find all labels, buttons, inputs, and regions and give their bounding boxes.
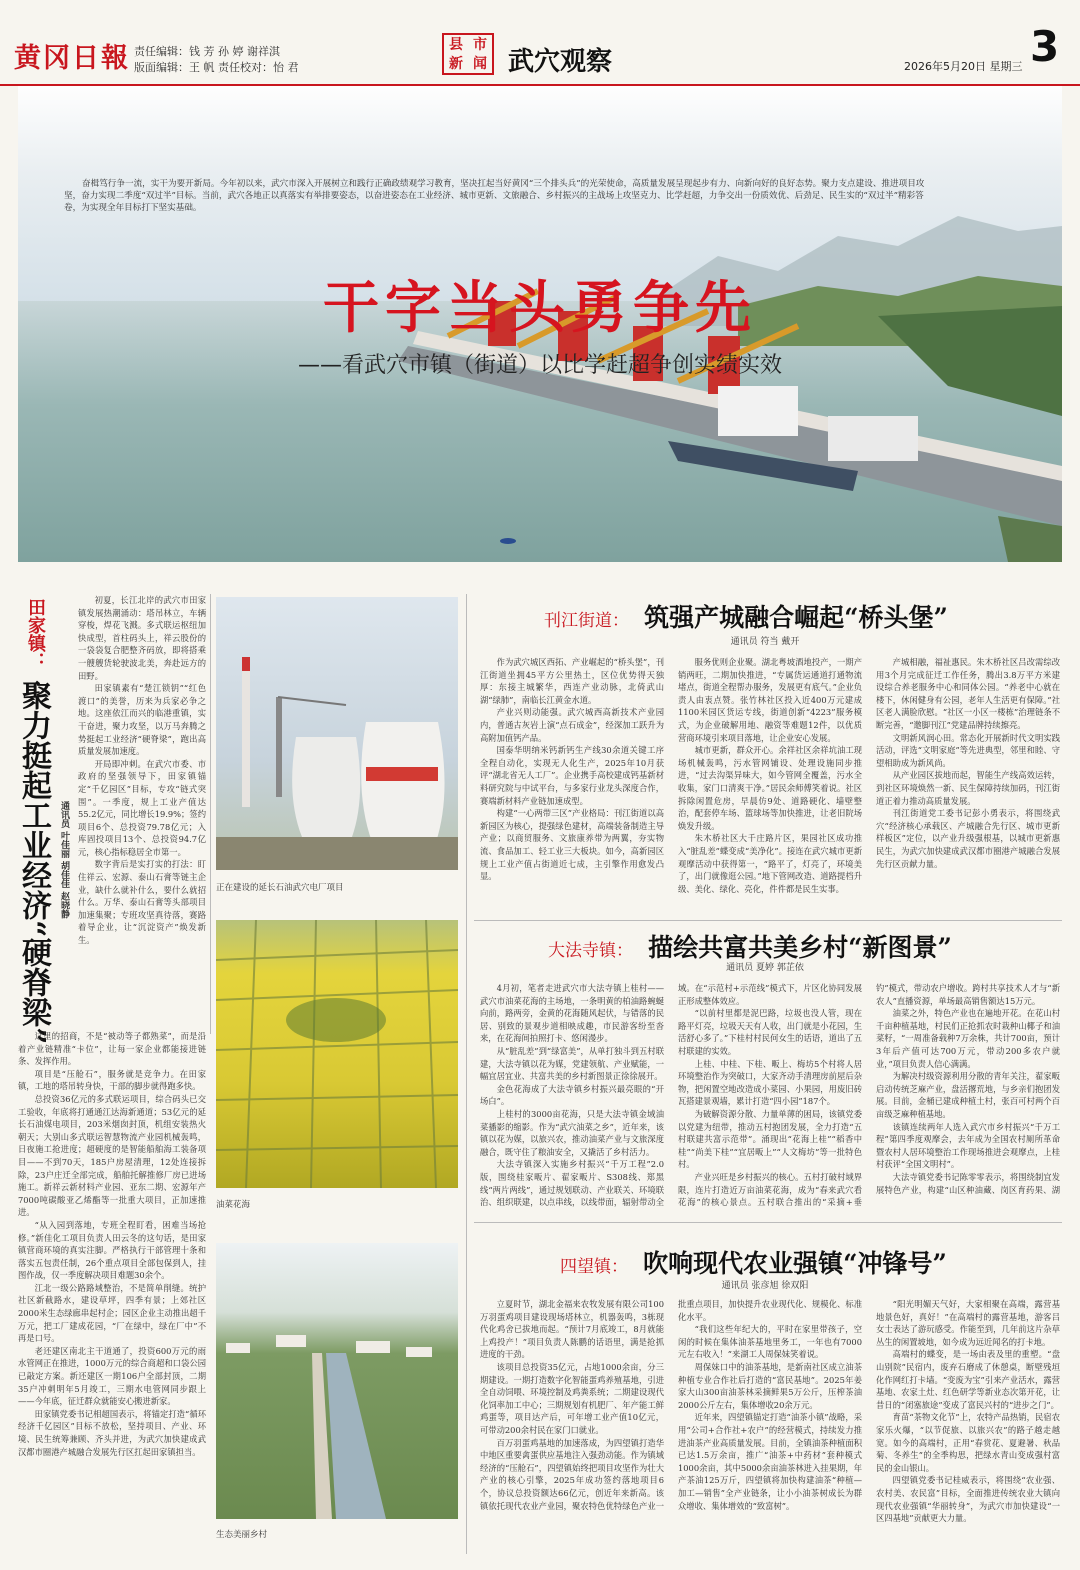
article2-byline: 通讯员 夏婷 郭芷依 [726,963,804,973]
tianjia-byline: 通讯员 叶佳丽 胡佳佳 赵晓静 [59,801,69,919]
newspaper-logo: 黄冈日報 [14,43,130,74]
hero-subhead: ——看武穴市镇（街道）以比学赶超争创实绩实效 [297,353,782,378]
tianjia-label: 田家镇： [25,598,46,670]
tianjia-text-bottom: 这里的招商，不是“被动等子都熟菜”，而是沿着产业链精准“卡位”，让每一家企业都能接进链条、发挥作用。 项目是“压舱石”，服务就是竞争力。在田家镇，工地的塔吊转身快，干部的脚步就得跑多快。 总投资36亿元的多式联运项目，综合码头已交工验收，年底将打通通江达海新通道；53亿元的延长石油煤电项目，203米烟囱封顶，机组安装热火朝天；大别山多式联运智慧物流产业园机械轰鸣，日夜施工抢进度；超硬度的是智能船舶海工装备项目——不到70天，185户房屋清理，12处连接拆除，23户庄迁全部完成，船舶托解推修厂房已进场施工。新祥云新材料产业园、亚东二期、宏源年产7000吨碳酸亚乙烯酯等一批重大项目，正加速推进。 “从入园到落地，专班全程盯看，困难当场抢修。”新佳化工项目负责人田云冬的这句话，是田家镇营商环境的真实注脚。严格执行干部管理十条和落实五包责任制，26个重点项目全部包保到人，挂图作战，仅一季度解决项目难题30余个。 江北一级公路路域整治，不是简单削缝。统护社区新截路水，建设草坪，四季有景；上郊社区2000米生态绿廊串起村企；园区企业主动推出超千万元，把工厂建成花园，“厂在绿中，绿在厂中”不再是口号。 老还建区南北主干道通了，投资600万元的雨水管网正在推进，1000万元的综合商超和口袋公园已敲定方案。新还建区一期106户全部封顶，二期35户冲刺明年5月竣工，三期水电管网同步跟上——今年底，征迁群众就能安心搬进新家。 田家镇党委书记相超国表示，将锚定打造“循环经济千亿园区”目标不放松，坚持项目、产业、环境、民生统筹兼顾、齐头并进，为武穴加快建成武汉都市圈港产城融合发展先行区扛起田家镇担当。 [18,1031,206,1457]
hero-headline: 干字当头勇争先 [323,276,757,341]
editor-line-2: 版面编辑：王 帆 责任校对：怡 君 [134,61,299,74]
editor-line-1: 责任编辑：钱 芳 孙 婷 谢祥淇 [134,45,280,58]
rapeseed-field-photo [216,920,458,1188]
tianjia-title: 聚力挺起工业经济“硬脊梁” [16,680,51,1045]
hero-intro: 奋楫笃行争一流，实干为要开新局。今年初以来，武穴市深入开展树立和践行正确政绩观学习教育，坚决扛起当好黄冈“三个排头兵”的光荣使命，高质量发展呈现起步有力、向新向好的良好态势。聚力支点建设、推进项目攻坚，奋力实现二季度“双过半”目标。当前，武穴各地正以真落实有举排要姿态，以奋进姿态在工业经济、城市更新、文旅融合、乡村振兴的主战场上攻坚克力、比学赶超，力争交出一份质效优、后劲足、民生实的“双过半”精彩答卷，为实现全年目标打下坚实基础。 [64,179,925,213]
issue-date: 2026年5月20日 星期三 [904,60,1023,73]
article1-text: 作为武穴城区西拓、产业崛起的“桥头堡”，刊江街道坐拥45平方公里热土，区位优势得天独厚：东接主城繁华，西连产业动脉，北倚武山湖“绿肺”，南临长江黄金水道。 产业兴则动能强。武穴城西高新技术产业园内，普通古灰岩上演“点石成金”，经深加工跃升为高附加值钙产品。 国泰华明纳米钙新钙生产线30余道关键工序全程自动化，实现无人化生产，2025年10月获评“湖北省无人工厂”。企业携手高校建成钙基新材料研究院与中试平台，与多家行业龙头深度合作，赛端新材料产业链加速成型。 构建“一心两带三区”产业格局：刊江街道以高新园区为核心，提强绿色建材，高端装备制造主导产业；以商贸服务、文旅康养带为两翼，夯实物流、食品加工、轻工业三大板块。如今，高新园区规上工业产值占街道近七成，主引擎作用愈发凸显。 服务优则企业聚。湖北粤坡酒地投产，一期产销两旺，二期加快推进，“专属货运通道打通物流堵点，街道全程帮办服务，发展更有底气。”企业负责人由衷点赞。张竹林社区投入近400万元建成1100米园区货运专线，街道创新“4223”服务模式，为企业破解用地、融资等难题12件，以优质营商环境引来项目落地，让企业安心发展。 城市更新，群众开心。余祥社区余祥坑油工现场机械轰鸣，污水管网铺设、处理设施同步推进，“过去沟渠异味大，如今管网全覆盖，污水全收集，家门口清爽干净。”居民余师傅笑着说。社区拆除闲置危房，早晨仿9处、道路硬化、墙壁整治，配套停车场、篮球场等加快推进，让老旧院场焕发升级。 朱木桥社区大千庄路片区，果园社区成功推入“脏乱差”蝶变成“美净化”。接连在武穴城市更新观摩活动中获得第一，“路平了，灯亮了，环境美了，出门就像逛公园。”地下管网改造、道路提档升级、美化、绿化、亮化，件件都是民生实事。 产城相融，福祉惠民。朱木桥社区吕改需综改用3个月完成征迁工作任务，腾出3.8万平方米建设综合养老服务中心和同体公园。“养老中心就在楼下，休闲健身有公园，老年人生活更有保障。”社区老人满脸欣慰。“社区一小区一楼栋”治理链条不断完善，“邀脚刊江”党建品牌持续擦亮。 文明新风润心田。常态化开展新时代文明实践活动，评选“文明家庭”等先进典型，邻里和睦、守望相助成为新风尚。 从产业园区拔地而起，智能生产线高效运转，到社区环境焕然一新、民生保障持续加码，刊江街道正着力推动高质量发展。 刊江街道党工委书记彭小勇表示，将围绕武穴“经济核心承载区、产城融合先行区、城市更新样板区”定位，以产业升级强根基，以城市更新惠民生，为武穴加快建成武汉都市圈港产城融合发展先行区贡献力量。 [480,657,1060,894]
article2-text: 4月初，笔者走进武穴市大法寺镇上桂村——武穴市油菜花海的主场地，一条明黄的柏油路蜿蜒向前，路两旁，金黄的花海随风起伏，与错落的民居、别致的景观步道相映成趣，市民游客纷至沓来，在花海间拍照打卡、悠闲漫步。 从“脏乱差”到“绿富美”，从单打独斗到五村联建，大法寺镇以花为媒，党建领航、产业赋能，一幅宜居宜业、共富共美的乡村新图景正徐徐展开。 金色花海成了大法寺镇乡村振兴最亮眼的“开场白”。 上桂村的3000亩花海，只是大法寺镇金域油菜播影的缩影。作为“武穴油菜之乡”，近年来，该镇以花为媒，以旅兴农，推动油菜产业与文旅深度融合，既守住了粮油安全，又撬活了乡村活力。 大法寺镇深入实施乡村振兴“千万工程”2.0版，围绕桂家畈片、翟家畈片、S308线、郑黑线“两片两线”，通过规划联动、产业联关、环境联治、组织联建，以点串线，以线带面，辐射带动全域。在“示范村+示范线”模式下，片区化协同发展正形成整体效应。 “以前村里都是泥巴路，垃圾也没人管，现在路平灯亮，垃圾天天有人收，出门就是小花园，生活舒心多了。”下桂村村民何女生的话语，道出了五村联建的实效。 上桂、中桂、下桂、畈上、梅坊5个村将人居环境整治作为突破口，大家齐动手清理房前屋后杂物，把闲置空地改造成小菜园、小果园，用废旧砖瓦搭建景观墙，累计打造“四小园”187个。 为破解资源分散、力量单薄的困局，该镇党委以党建为纽带，推动五村抱团发展，全力打造“五村联建共富示范带”。涌现出“花海上桂”“稻香中桂”“尚美下桂”“宜居畈上”“人文梅坊”等一批特色村。 产业兴旺是乡村振兴的核心。五村打破村域界限，连片打造近万亩油菜花海，成为“春来武穴看花海”的核心景点。五村联合推出的“采摘+垂钓”模式，带动农户增收。跨村共享技术人才与“新农人”直播资源，单场最高销售额达15万元。 油菜之外，特色产业也在遍地开花。在花山村千亩种植基地，村民们正抢抓农时栽种山椰子和油菜籽，“一周准备载种7万余株，共计700亩，预计3年后产值可达700万元，带动200多农户就业，”项目负责人信心满满。 为解决村级资源利用分散的青年关注，翟家畈启动传统芝麻产业，盘活撂荒地，与乡亲们抱团发展。目前，金桶已建成种植土村，张百可村两个百亩级芝麻种植基地。 该镇连续两年人选入武穴市乡村振兴“千万工程”第四季度观摩会，去年成为全国农村厕所革命暨农村人居环境整治工作现场推进会观摩点，上桂村获评“全国文明村”。 大法寺镇党委书记陈零零表示，将围绕制宜发展特色产业，构建“山区种油藏、岗区育药果、湖 [480,983,1060,1208]
article1-label: 刊江街道： [544,611,629,631]
section-title: 武穴观察 [508,47,613,77]
article2-heading [548,928,952,964]
rapeseed-caption: 油菜花海 [216,1200,251,1210]
article3-byline: 通讯员 张彦旭 徐双阳 [721,1281,809,1291]
article3-heading [560,1244,947,1280]
power-plant-caption: 正在建设的延长石油武穴电厂项目 [216,883,344,893]
page-number: 3 [1030,22,1060,71]
power-plant-photo [216,597,458,870]
village-caption: 生态美丽乡村 [216,1530,268,1540]
hero-photo [18,86,1062,562]
article2-label: 大法寺镇： [548,941,633,961]
tianjia-text-top: 初夏，长江北岸的武穴市田家镇发展热潮涌动：塔吊林立，车辆穿梭，焊花飞溅。多式联运枢纽加快成型，首柱码头上，祥云股份的一袋袋复合肥整齐码放，即将搭乘一艘艘货轮驶波北美，奔赴远方的田野。 田家镇素有“楚江锁钥”“红色渡口”的美誉，历来为兵家必争之地。这座依江而兴的临港重镇，实干奋进，聚力攻坚，以万马奔腾之势挺起工业经济“硬脊梁”，跑出高质量发展加速度。 开局即冲刺。在武穴市委、市政府的坚强领导下，田家镇锚定“千亿园区”目标，专攻“链式突围”。一季度，规上工业产值达55.2亿元，同比增长19.9%；签约项目6个、总投资79.78亿元；入库固投项目13个、总投资94.7亿元，核心指标稳居全市第一。 数字背后是实打实的打法：盯住祥云、宏源、泰山石膏等链主企业，缺什么就补什么，要什么就招什么。万华、泰山石膏等头部项目加速集聚；专班攻坚真待落，赛路着导企业，让“沉淀资产”焕发新生。 [78,595,206,946]
article1-byline: 通讯员 符当 戴开 [730,637,800,647]
article1-heading [544,598,948,634]
article3-label: 四望镇： [560,1257,628,1277]
article2-title: 描绘共富共美乡村“新图景” [648,933,952,962]
article3-text: 立夏时节，湖北金福来农牧发展有限公司100万羽蛋鸡项目建设现场塔林立，机器轰鸣，3栋现代化鸡舍已拔地而起。“预计7月底竣工，8月就能上鸡投产！”项目负责人陈鹏的话语里，满是抢抓进度的干劲。 该项目总投资35亿元，占地1000余亩，分三期建设。一期打造数字化智能蛋鸡养殖基地，引进全自动饲喂、环境控制及鸡粪系统；二期建设现代化饲率加工中心；三期规划有机肥厂、年产能工鲜鸡蛋等，项目达产后，可年增工业产值10亿元，可带动200余村民在家门口就业。 百万羽蛋鸡基地的加速落成，为四望镇打造华中地区重要禽蛋供应基地注入强劲动能。作为镇域经济的“压舱石”，四望镇始终把项目攻坚作为壮大产业的核心引擎，2025年成功签约落地项目6个，协议总投资额达66亿元，创近年来新高。该镇依托现代农业产业园，聚农特色优特绿色产业一批重点项目，加快提升农业现代化、规模化、标准化水平。 “我们这些年纪大的，平时在家里带孩子，空闲的时候在集体油茶基地里务工，一年也有7000元左右收入！”来湖工人周保妹笑着说。 周保妹口中的油茶基地，是新南社区成立油茶种植专业合作社后打造的“富民基地”。2025年姜家大山300亩油茶林采摘鲜果5万公斤，压榨茶油2000公斤左右，集体增收20余万元。 近年来，四望镇锚定打造“油茶小镇”战略，采用“公司+合作社+农户”的经营模式，持续发力推进油茶产业高质量发展。目前，全镇油茶种植面积已达1.5万余亩，推广“油茶+中药材”套种模式1000余亩，其中5000余亩油茶林进入挂果期，年产茶油125万斤，四望镇将加快构建油茶“种植—加工—销售”全产业链条，让小小油茶树成长为群众增收、集体增效的“致富树”。 “阳光明媚天气好，大家相聚在高端，露营基地景色好，真好！”在高端村的露营基地，游客吕女士表达了游玩感受。作能至到，几年前这片杂草丛生的闲置坡地，如今成为远近闻名的打卡地。 高端村的蝶变，是一场由表及里的重塑。“盘山别院”民宿内，废弃石磨成了休憩桌，断壁残垣化作网红打卡墙。“变废为宝”引来产业活水，露营基地、农家土灶、红色研学等新业态次第开花，让昔日的“闭塞旅途”变成了富民兴村的“进步之门”。 育苗“茶物文化节”上，农特产品热销，民宿农家乐火爆，“以节促旅、以旅兴农”的路子越走越宽。如今的高端村，正用“春赏花、夏避暑、秋品菊、冬养生”的全季构思，把绿水青山变成强村富民的金山银山。 四望镇党委书记桂威表示，将围绕“农业强、农村美、农民富”目标，全面推进传统农业大镇向现代农业强镇“华丽转身”，为武穴市加快建设“一区四基地”贡献更大力量。 [480,1299,1060,1524]
article1-title: 筑强产城融合崛起“桥头堡” [644,603,948,632]
article3-title: 吹响现代农业强镇“冲锋号” [643,1249,947,1278]
county-news-seal: 县 市 新 闻 [442,33,494,75]
village-photo [216,1243,458,1519]
